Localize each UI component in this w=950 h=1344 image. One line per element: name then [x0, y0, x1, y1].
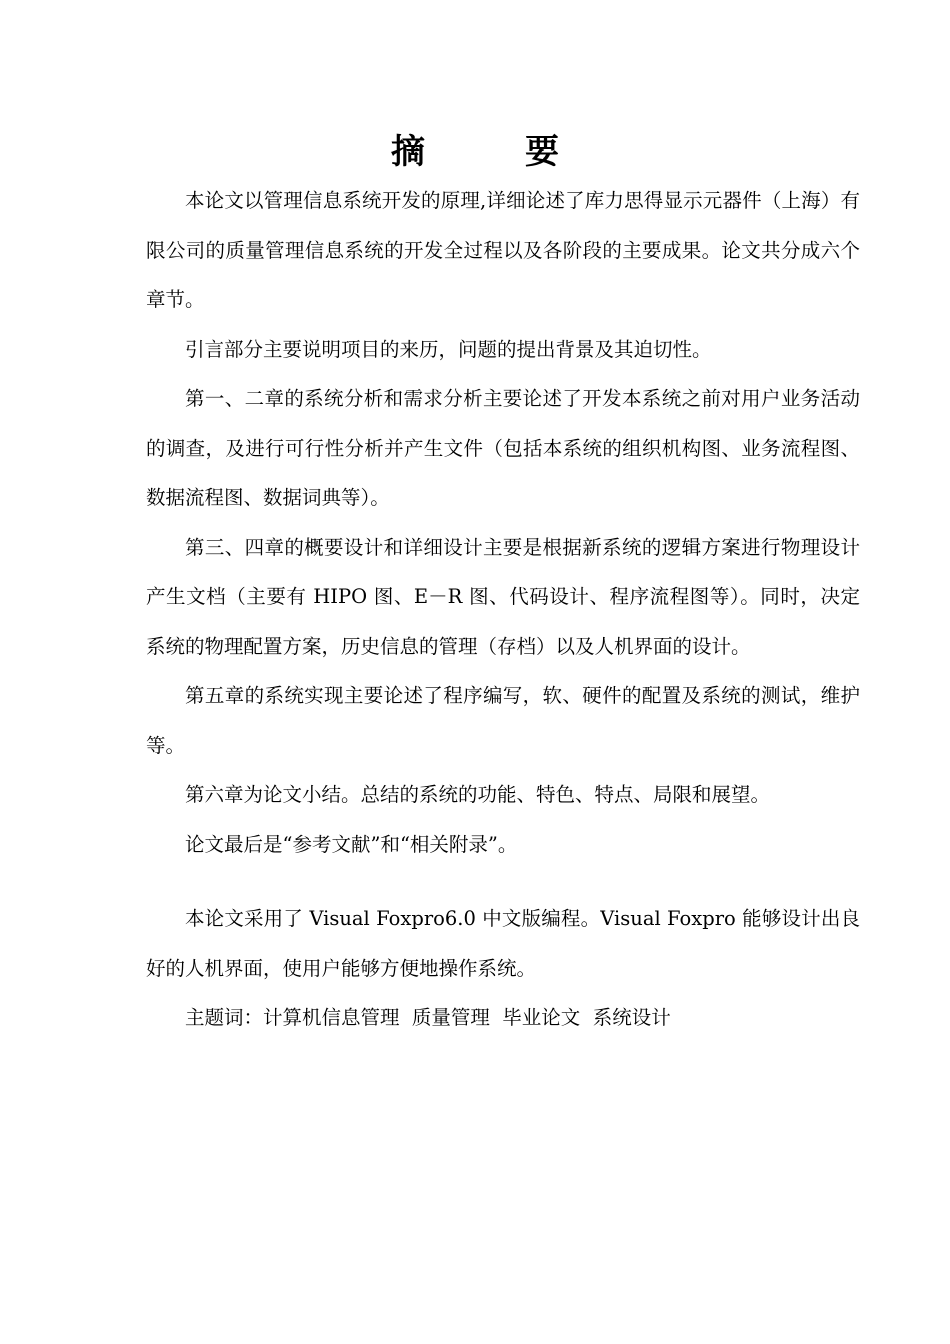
- paragraph-chapter-1-2: 第一、二章的系统分析和需求分析主要论述了开发本系统之前对用户业务活动的调查，及进行可行性分析并产生文件（包括本系统的组织机构图、业务流程图、数据流程图、数据词典等）。: [146, 387, 860, 509]
- title-char-1: 摘: [391, 132, 425, 172]
- paragraph-tools: 本论文采用了 Visual Foxpro6.0 中文版编程。Visual Foxpro 能够设计出良好的人机界面，使用户能够方便地操作系统。: [146, 907, 860, 980]
- paragraph-chapter-6: 第六章为论文小结。总结的系统的功能、特色、特点、局限和展望。: [185, 783, 771, 806]
- title-char-2: 要: [525, 132, 559, 172]
- keywords-line: 主题词：计算机信息管理 质量管理 毕业论文 系统设计: [185, 1006, 671, 1029]
- paragraph-references: 论文最后是“参考文献”和“相关附录”。: [185, 832, 518, 856]
- abstract-body: [146, 176, 860, 1043]
- paragraph-preface: 引言部分主要说明项目的来历，问题的提出背景及其迫切性。: [185, 337, 712, 361]
- paragraph-chapter-3-4: 第三、四章的概要设计和详细设计主要是根据新系统的逻辑方案进行物理设计产生文档（主要有 HIPO 图、E－R 图、代码设计、程序流程图等）。同时，决定系统的物理配置方案，历史信息的管理（存档）以及人机界面的设计。: [146, 535, 860, 658]
- paragraph-chapter-5: 第五章的系统实现主要论述了程序编写，软、硬件的配置及系统的测试，维护等。: [146, 684, 860, 757]
- abstract-title: [0, 126, 950, 178]
- paragraph-intro: 本论文以管理信息系统开发的原理,详细论述了库力思得显示元器件（上海）有限公司的质量管理信息系统的开发全过程以及各阶段的主要成果。论文共分成六个章节。: [146, 189, 860, 311]
